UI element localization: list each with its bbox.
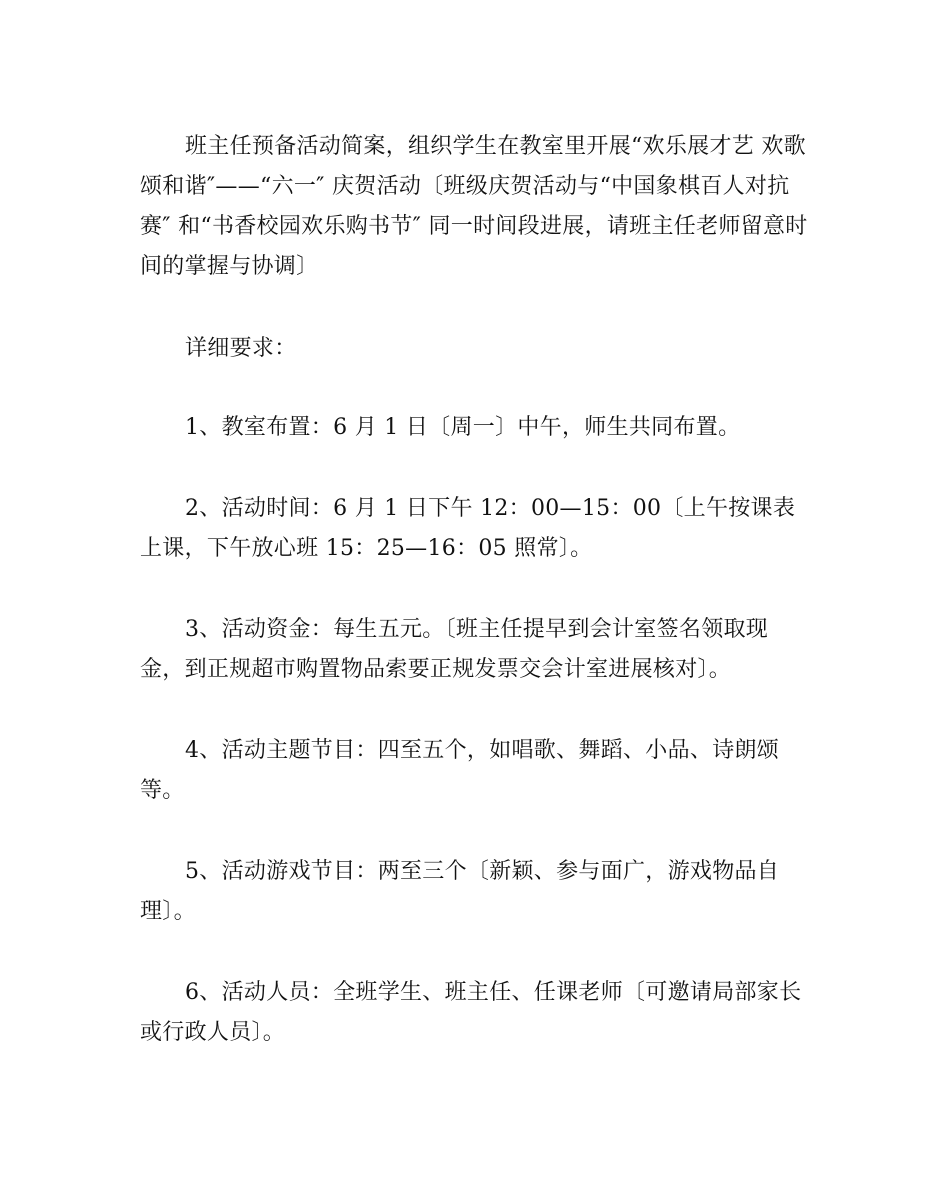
requirement-item-4: 4、活动主题节目：四至五个，如唱歌、舞蹈、小品、诗朗颂等。 bbox=[140, 738, 780, 803]
requirement-item-6: 6、活动人员：全班学生、班主任、任课老师〔可邀请局部家长或行政人员〕。 bbox=[140, 980, 802, 1045]
requirement-item-3: 3、活动资金：每生五元。〔班主任提早到会计室签名领取现金，到正规超市购置物品索要正规发票交会计室进展核对〕。 bbox=[140, 617, 769, 682]
requirement-item-5: 5、活动游戏节目：两至三个〔新颖、参与面广，游戏物品自理〕。 bbox=[140, 859, 780, 924]
intro-paragraph: 班主任预备活动简案，组织学生在教室里开展“欢乐展才艺 欢歌颂和谐″——“六一″ 庆贺活动〔班级庆贺活动与“中国象棋百人对抗赛″ 和“书香校园欢乐购书节″ 同一时间段进展，请班主任老师留意时间的掌握与协调〕 bbox=[140, 134, 808, 279]
requirement-item-1: 1、教室布置：6 月 1 日〔周一〕中午，师生共同布置。 bbox=[185, 415, 741, 440]
requirement-item-2: 2、活动时间：6 月 1 日下午 12：00—15：00〔上午按课表上课，下午放心班 15：25—16：05 照常〕。 bbox=[140, 496, 796, 561]
requirements-heading: 详细要求： bbox=[185, 336, 297, 361]
document-page bbox=[140, 127, 812, 1094]
